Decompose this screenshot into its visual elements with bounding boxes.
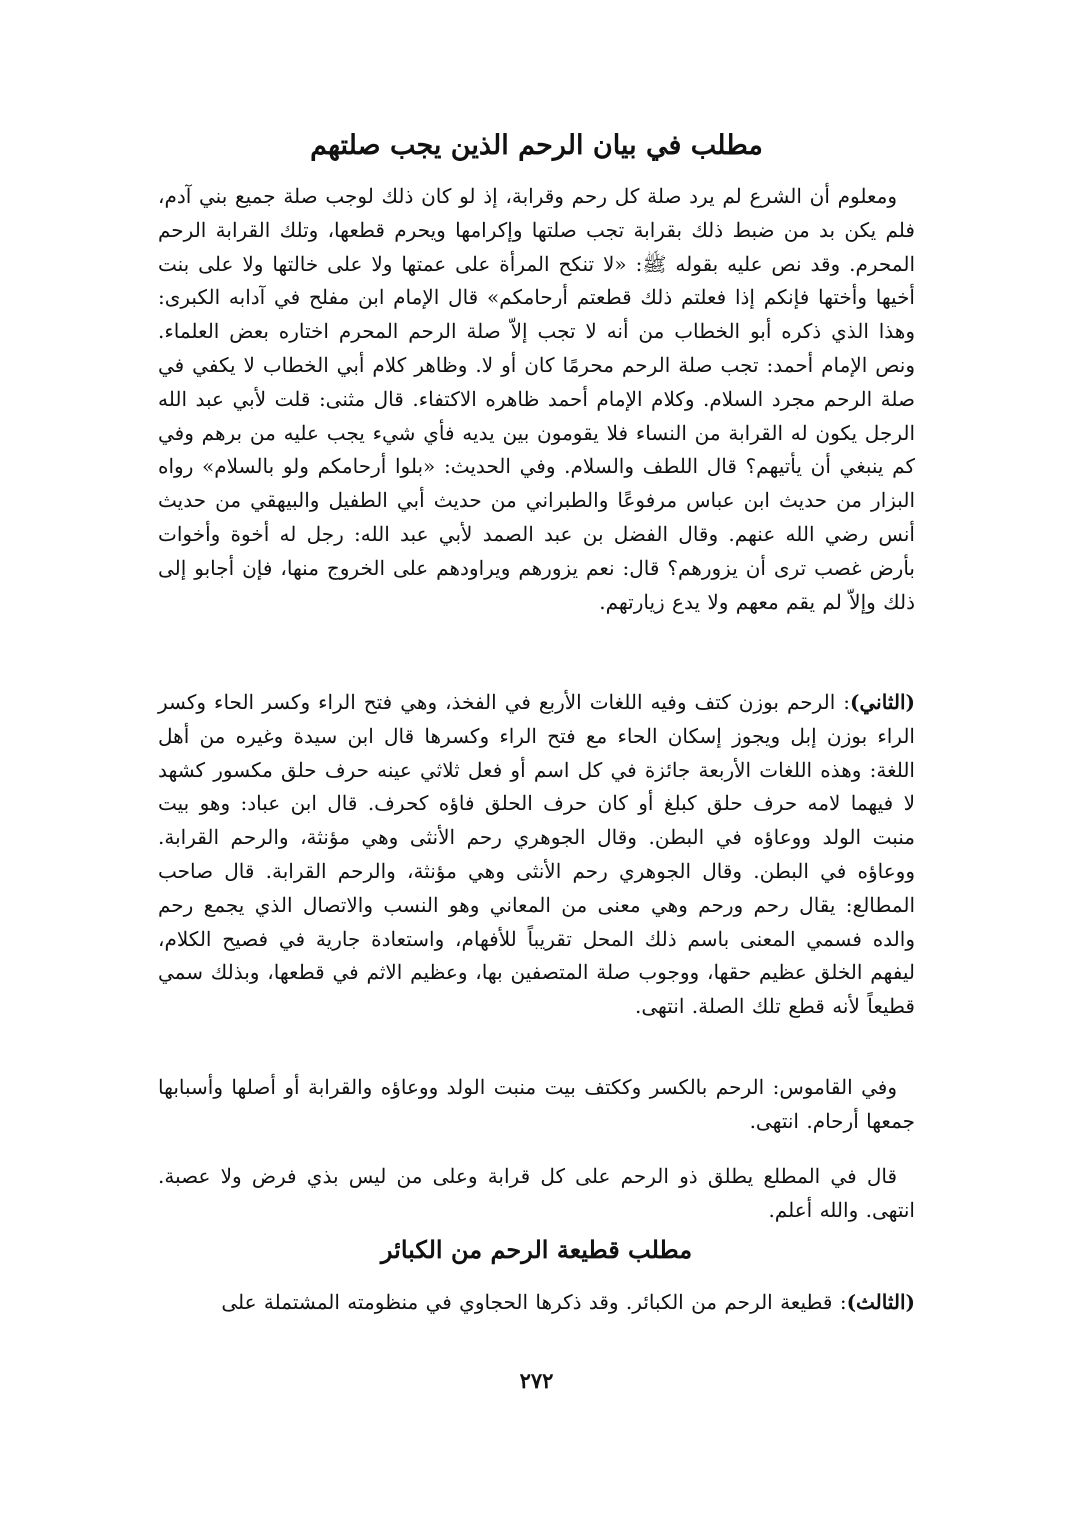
paragraph-third-body: : قطيعة الرحم من الكبائر. وقد ذكرها الحجاوي في منظومته المشتملة على [221,1290,847,1314]
paragraph-qamus-quote: وفي القاموس: الرحم بالكسر وككتف بيت منبت الولد ووعاؤه والقرابة أو أصلها وأسبابها جمعها أرحام. انتهى. [158,1075,915,1133]
paragraph-third-point [158,1286,915,1320]
section-heading-rahim-obligation: مطلب في بيان الرحم الذين يجب صلتهم [310,130,763,161]
paragraph-second-body: : الرحم بوزن كتف وفيه اللغات الأربع في الفخذ، وهي فتح الراء وكسر الحاء وكسر الراء بوزن إبل ويجوز إسكان الحاء مع فتح الراء وكسرها قال ابن سيدة وغيره من أهل اللغة: وهذه اللغات الأربعة جائزة في كل اسم أو فعل ثلاثي عينه حرف حلق مكسور كشهد لا فيهما لامه حرف حلق كبلغ أو كان حرف الحلق فاؤه كحرف. قال ابن عباد: وهو بيت منبت الولد ووعاؤه في البطن. وقال الجوهري رحم الأنثى وهي مؤنثة، والرحم القرابة. ووعاؤه في البطن. وقال الجوهري رحم الأنثى وهي مؤنثة، والرحم القرابة. قال صاحب المطالع: يقال رحم ورحم وهي معنى من المعاني وهو النسب والاتصال الذي يجمع رحم والده فسمي المعنى باسم ذلك المحل تقريباً للأفهام، واستعادة جارية في فصيح الكلام، ليفهم الخلق عظيم حقها، ووجوب صلة المتصفين بها، وعظيم الاثم في قطعها، وبذلك سمي قطيعاً لأنه قطع تلك الصلة. انتهى. [158,690,915,1019]
paragraph-label-second: (الثاني) [850,690,915,714]
paragraph-rahim-definition: ومعلوم أن الشرع لم يرد صلة كل رحم وقرابة، إذ لو كان ذلك لوجب صلة جميع بني آدم، فلم يكن بد من ضبط ذلك بقرابة تجب صلتها وإكرامها ويحرم قطعها، وتلك القرابة الرحم المحرم. وقد نص عليه بقوله ﷺ: «لا تنكح المرأة على عمتها ولا على خالتها ولا على بنت أخيها وأختها فإنكم إذا فعلتم ذلك قطعتم أرحامكم» قال الإمام ابن مفلح في آدابه الكبرى: وهذا الذي ذكره أبو الخطاب من أنه لا تجب إلاّ صلة الرحم المحرم اختاره بعض العلماء. ونص الإمام أحمد: تجب صلة الرحم محرمًا كان أو لا. وظاهر كلام أبي الخطاب لا يكفي في صلة الرحم مجرد السلام. وكلام الإمام أحمد ظاهره الاكتفاء. قال مثنى: قلت لأبي عبد الله الرجل يكون له القرابة من النساء فلا يقومون بين يديه فأي شيء يجب عليه من برهم وفي كم ينبغي أن يأتيهم؟ قال اللطف والسلام. وفي الحديث: «بلوا أرحامكم ولو بالسلام» رواه البزار من حديث ابن عباس مرفوعًا والطبراني من حديث أبي الطفيل والبيهقي من حديث أنس رضي الله عنهم. وقال الفضل بن عبد الصمد لأبي عبد الله: رجل له أخوة وأخوات بأرض غصب ترى أن يزورهم؟ قال: نعم يزورهم ويراودهم على الخروج منها، فإن أجابو إلى ذلك وإلاّ لم يقم معهم ولا يدع زيارتهم. [158,184,915,614]
paragraph-label-third: (الثالث) [846,1290,915,1314]
paragraph-second-point [158,686,915,1024]
page-number: ٢٧٢ [519,1368,554,1393]
section-heading-cutting-kinship: مطلب قطيعة الرحم من الكبائر [380,1235,693,1264]
paragraph-mutli-quote: قال في المطلع يطلق ذو الرحم على كل قرابة وعلى من ليس بذي فرض ولا عصبة. انتهى. والله أعلم. [158,1164,915,1222]
